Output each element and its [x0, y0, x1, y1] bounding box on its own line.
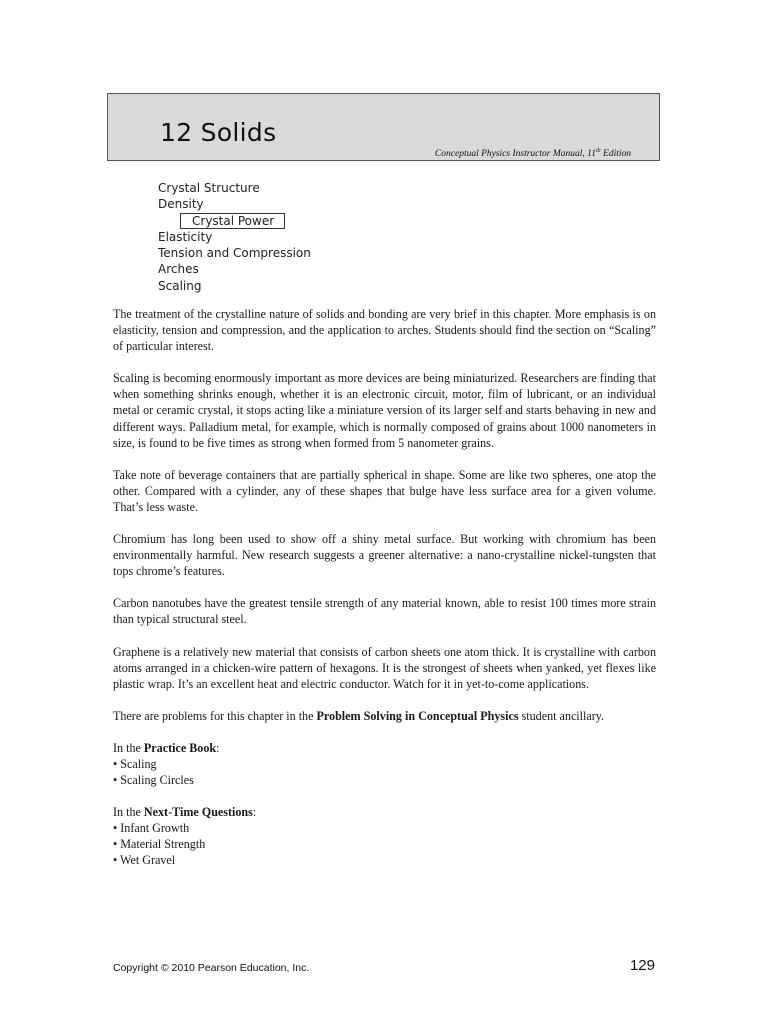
paragraph: Carbon nanotubes have the greatest tensile strength of any material known, able to resist 100 times more strain than typical structural steel. [113, 596, 656, 627]
manual-subtitle [435, 148, 631, 159]
copyright-notice: Copyright © 2010 Pearson Education, Inc. [113, 962, 310, 974]
chapter-title: 12 Solids [160, 118, 277, 147]
next-time-list [113, 820, 656, 868]
list-item: • Scaling [113, 756, 656, 772]
list-item: • Material Strength [113, 836, 656, 852]
section-item: Scaling [158, 278, 202, 293]
paragraph: Graphene is a relatively new material that consists of carbon sheets one atom thick. It is crystalline with carbon atoms arranged in a chicken-wire pattern of hexagons. It is the strongest of sheets when yanked, yet flexes like plastic wrap. It’s an excellent heat and electric conductor. Watch for it in yet-to-come applications. [113, 644, 656, 691]
section-item: Tension and Compression [158, 246, 311, 261]
paragraph: Scaling is becoming enormously important as more devices are being miniaturized. Researchers are finding that when something shrinks enough, whether it is an electronic circuit, motor, film of lubricant, or an individual metal or ceramic crystal, it stops acting like a miniature version of its larger self and starts behaving in new and different ways. Palladium metal, for example, which is normally composed of grains about 1000 nanometers in size, is found to be five times as strong when formed from 5 nanometer grains. [113, 371, 656, 450]
ancillary-paragraph: There are problems for this chapter in the Problem Solving in Conceptual Physics student ancillary. [113, 708, 605, 723]
body-text [113, 306, 656, 869]
section-item: Elasticity [158, 229, 213, 244]
next-time-heading: In the Next-Time Questions: [113, 805, 257, 820]
section-item-boxed: Crystal Power [180, 213, 285, 229]
manual-title: Conceptual Physics Instructor Manual, 11 [434, 149, 596, 160]
list-item: • Scaling Circles [113, 772, 656, 788]
section-item: Crystal Structure [158, 181, 260, 195]
paragraph: Take note of beverage containers that are partially spherical in shape. Some are like two spheres, one atop the other. Compared with a cylinder, any of these shapes that bulge have less surface area for a given volume. That’s less waste. [113, 467, 656, 514]
ancillary-title: Problem Solving in Conceptual Physics [316, 708, 519, 723]
paragraph: The treatment of the crystalline nature of solids and bonding are very brief in this chapter. More emphasis is on elasticity, tension and compression, and the application to arches. Students should find the section on “Scaling” of particular interest. [113, 307, 656, 354]
chapter-header-box [107, 93, 660, 161]
paragraph: Chromium has long been used to show off a shiny metal surface. But working with chromium has been environmentally harmful. New research suggests a greener alternative: a nano-crystalline nickel-tungsten that tops chrome’s features. [113, 532, 656, 579]
edition-word: Edition [600, 149, 631, 160]
section-list [158, 180, 311, 294]
page-number: 129 [629, 957, 655, 974]
section-item: Arches [158, 262, 199, 277]
edition-superscript: th [595, 148, 601, 154]
list-item: • Wet Gravel [113, 852, 656, 868]
practice-book-list [113, 756, 656, 788]
practice-book-heading: In the Practice Book: [113, 740, 220, 755]
section-item: Density [158, 197, 204, 212]
list-item: • Infant Growth [113, 820, 656, 836]
